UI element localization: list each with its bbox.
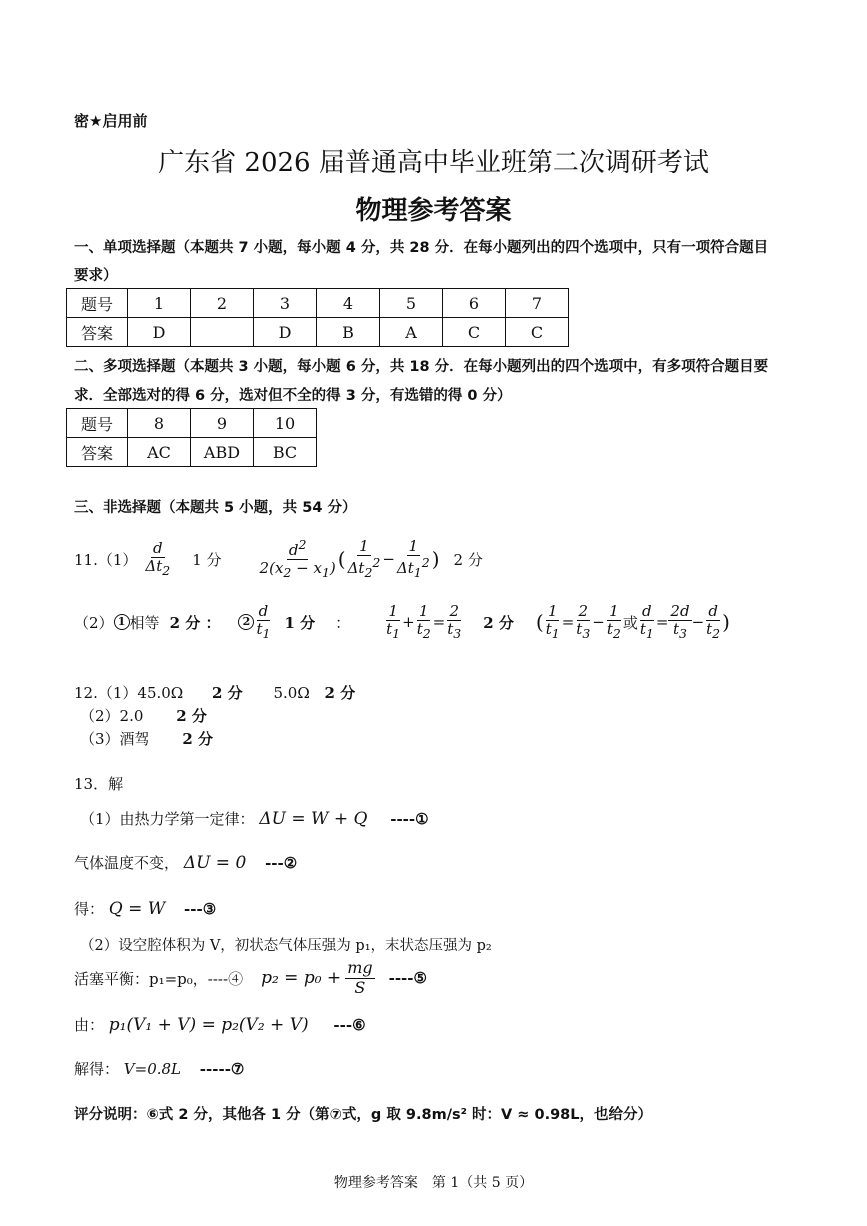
grading-note: 评分说明：⑥式 2 分，其他各 1 分（第⑦式，g 取 9.8m/s² 时：V ≈ 0.98L，也给分）: [74, 1107, 653, 1123]
q12-line3-score: 2 分: [182, 730, 213, 748]
answer-cell: D: [254, 318, 317, 347]
q13-step1-equation: ΔU = W + Q: [259, 809, 368, 829]
q12-line1: [74, 682, 355, 703]
q13-step4: （2）设空腔体积为 V，初状态气体压强为 p₁，末状态压强为 p₂: [80, 938, 492, 954]
answer-cell: C: [506, 318, 569, 347]
answer-cell: C: [443, 318, 506, 347]
q11-part2-label: （2）: [74, 613, 114, 632]
q11-frac-1-over-dt2sq: $\frac{1}{\Delta t_2^2}$: [347, 536, 381, 580]
q11-frac-1-over-t1: $\frac{1}{t_1}$: [386, 601, 401, 641]
answer-key-title: 物理参考答案: [355, 196, 512, 226]
table-row: [67, 438, 317, 467]
q11-part2-score3: 2 分: [483, 613, 514, 632]
question-number: 5: [380, 289, 443, 318]
q12-line1-score1: 2 分: [212, 684, 243, 702]
q13-label: 13．解: [74, 775, 124, 793]
question-number: 7: [506, 289, 569, 318]
q13-step2-mark: ---②: [265, 854, 298, 872]
q13-step5: [74, 958, 427, 998]
q13-step5-text: 活塞平衡：p₁=p₀，----④: [74, 969, 244, 988]
q11-frac-1-over-dt1sq: $\frac{1}{\Delta t_1^2}$: [396, 536, 430, 580]
q12-line1-score2: 2 分: [324, 684, 356, 702]
section3-heading: 三、非选择题（本题共 5 小题，共 54 分）: [74, 500, 357, 516]
single-choice-table: [66, 288, 569, 347]
answer-cell: BC: [254, 438, 317, 467]
q11-label: 11.（1）: [74, 550, 138, 569]
q13-step3-text: 得：: [74, 900, 105, 918]
q11-part2-score2: 1 分: [284, 613, 316, 632]
q11-alt-frac-1-over-t1: $\frac{1}{t_1}$: [545, 601, 560, 641]
table-row: [67, 289, 569, 318]
q11-frac-1-over-t2: $\frac{1}{t_2}$: [416, 601, 431, 641]
q13-step3-equation: Q = W: [108, 899, 166, 919]
question-number: 6: [443, 289, 506, 318]
q11-part2-colon: ：: [335, 613, 351, 632]
q11-or-label: 或: [622, 613, 638, 632]
question-number: 3: [254, 289, 317, 318]
q11-frac-2-over-t3: $\frac{2}{t_3}$: [447, 601, 462, 641]
row-label: 题号: [67, 289, 128, 318]
q13-step2-equation: ΔU = 0: [183, 853, 247, 873]
section1-heading-line1: 一、单项选择题（本题共 7 小题，每小题 4 分，共 28 分．在每小题列出的四个选项中，只有一项符合题目: [74, 240, 769, 256]
row-label: 答案: [67, 438, 128, 467]
q12-line2: [80, 705, 207, 726]
row-label: 答案: [67, 318, 128, 347]
table-row: [67, 318, 569, 347]
q11-part2-score1: 2 分 ：: [169, 613, 221, 632]
q13-step7-text: 解得：: [74, 1060, 120, 1078]
multiple-choice-table: [66, 408, 317, 467]
q13-step5-equation-left: p₂ = p₀ +: [261, 968, 342, 988]
q11-formula-d-over-t1: $\frac{d}{t_1}$: [256, 601, 271, 641]
circle-2-icon: 2: [238, 614, 254, 630]
q13-step5-fraction: [345, 959, 374, 997]
q11-alt-frac-d-over-t2: $\frac{d}{t_2}$: [706, 601, 721, 641]
answer-cell: [191, 318, 254, 347]
q13-step5-mark: ----⑤: [388, 969, 427, 987]
q13-step7-mark: -----⑦: [199, 1060, 245, 1078]
row-label: 题号: [67, 409, 128, 438]
q11-alt-frac-d-over-t1: $\frac{d}{t_1}$: [639, 601, 654, 641]
section2-heading-line2: 求．全部选对的得 6 分，选对但不全的得 3 分，有选错的得 0 分）: [74, 388, 512, 404]
q13-step6-equation: p₁(V₁ + V) = p₂(V₂ + V): [108, 1015, 309, 1035]
q13-step1: [80, 808, 429, 829]
q13-step5-fraction-den: S: [354, 977, 366, 997]
question-number: 8: [128, 409, 191, 438]
question-number: 9: [191, 409, 254, 438]
answer-cell: AC: [128, 438, 191, 467]
q11-formula-d-over-dt2: $\frac{d}{\Delta t_2}$: [145, 538, 171, 578]
q11-alt-frac-1-over-t2: $\frac{1}{t_2}$: [606, 601, 621, 641]
secret-label: 密★启用前: [74, 112, 148, 130]
question-number: 1: [128, 289, 191, 318]
question-number: 2: [191, 289, 254, 318]
q13-step3: [74, 898, 216, 919]
q12-line3-label: （3）酒驾: [80, 730, 150, 748]
q13-step3-mark: ---③: [184, 900, 217, 918]
q11-part2: （2） 1 相等 2 分 ： 2 $\frac{d}{t_1}$ 1 分 ： $\frac{1}{t_1}$ + $\frac{1}{t_2}$ = $\frac{2}{t_3}$ 2 分 ( $\frac{1}{t_1}$ = $\frac{2}{t_3}$ − $\frac{1}{t_2}$ 或 $\frac{d}{t_1}$ = $\frac{2d}{t_3}$ − $\frac{d}{t_2}$ ): [74, 601, 730, 641]
q13-step6-text: 由：: [74, 1016, 105, 1034]
q13-step1-text: （1）由热力学第一定律：: [80, 810, 255, 828]
answer-cell: D: [128, 318, 191, 347]
answer-cell: A: [380, 318, 443, 347]
exam-title: 广东省 2026 届普通高中毕业班第二次调研考试: [158, 148, 709, 178]
section2-heading-line1: 二、多项选择题（本题共 3 小题，每小题 6 分，共 18 分．在每小题列出的四个选项中，有多项符合题目要: [74, 359, 769, 375]
q13-step6-mark: ---⑥: [333, 1016, 366, 1034]
q11-formula-acceleration: $\frac{d^2}{2(x_2 - x_1)}$: [259, 536, 336, 580]
answer-cell: ABD: [191, 438, 254, 467]
page-footer: 物理参考答案 第 1（共 5 页）: [333, 1175, 534, 1191]
section1-heading-line2: 要求）: [74, 268, 118, 284]
q12-line3: [80, 728, 213, 749]
question-number: 10: [254, 409, 317, 438]
table-row: [67, 409, 317, 438]
q12-line1-value2: 5.0Ω: [273, 684, 310, 702]
q11-score1: 1 分: [192, 550, 222, 569]
q13-step5-fraction-num: mg: [347, 958, 373, 978]
q13-step2: [74, 852, 297, 873]
q13-step1-mark: ----①: [390, 810, 429, 828]
q13-step7-equation: V=0.8L: [123, 1060, 182, 1078]
q13-step6: [74, 1014, 366, 1035]
q11-alt-frac-2-over-t3: $\frac{2}{t_3}$: [576, 601, 591, 641]
q12-line2-score: 2 分: [176, 707, 207, 725]
q12-line2-label: （2）2.0: [80, 707, 144, 725]
q11-part1: 11.（1） $\frac{d}{\Delta t_2}$ 1 分 $\frac{d^2}{2(x_2 - x_1)}$ ( $\frac{1}{\Delta t_2^2}$ − $\frac{1}{\Delta t_1^2}$ ) 2 分: [74, 536, 483, 580]
q11-score2: 2 分: [453, 550, 483, 569]
q13-step2-text: 气体温度不变，: [74, 854, 180, 872]
q12-line1-label: 12.（1）45.0Ω: [74, 684, 184, 702]
question-number: 4: [317, 289, 380, 318]
q13-step7: [74, 1058, 244, 1079]
q11-part2-text1: 相等: [129, 613, 160, 632]
answer-cell: B: [317, 318, 380, 347]
q11-alt-frac-2d-over-t3: $\frac{2d}{t_3}$: [670, 601, 690, 641]
circle-1-icon: 1: [114, 614, 130, 630]
